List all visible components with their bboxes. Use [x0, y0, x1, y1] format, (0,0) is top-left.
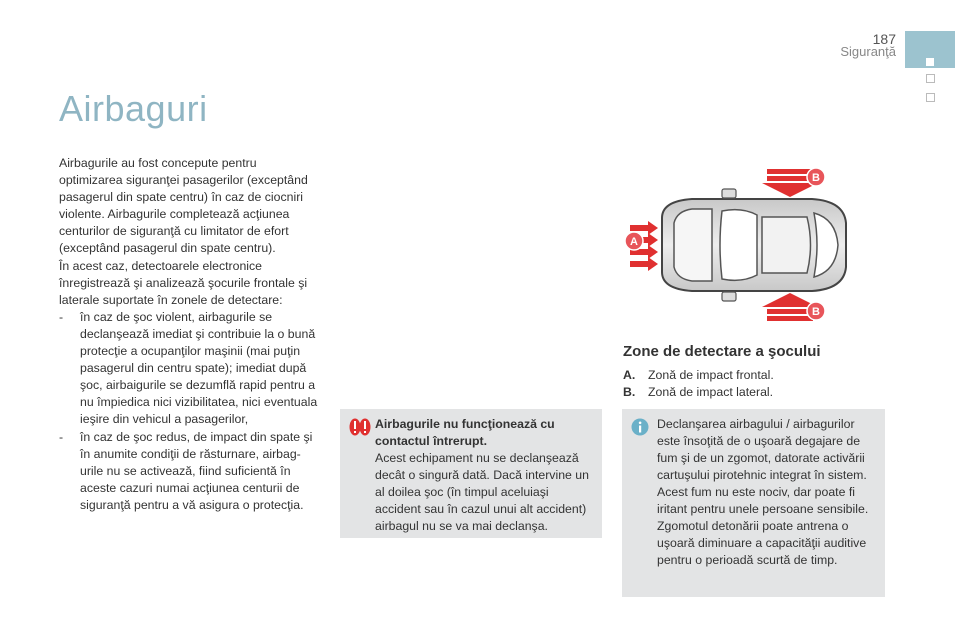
page-number: 187 — [872, 31, 896, 47]
svg-text:B: B — [812, 172, 820, 184]
list-item — [59, 309, 321, 429]
legend-item — [623, 384, 883, 401]
warning-body: Acest echipament nu se declanşează decât o singură dată. Dacă intervine un al doilea şoc (în timpul aceluiaşi accident sau în cazul unui alt accident) airbagul nu se va mai declanşa. — [375, 451, 589, 533]
legend-text: Zonă de impact lateral. — [648, 385, 774, 399]
list-item-text: în caz de şoc violent, airbagurile se declanşează imediat şi contribuie la o bună protecţie a ocupanţilor maşinii (mai puţin pasagerul din centru spate); imediat după şoc, airbaigurile se dezumflă rapid pentru a nu împiedica nici vizibilitatea, nici eventuala ieşire din vehicul a pasagerilor, — [80, 309, 318, 427]
zones-legend — [623, 367, 883, 401]
legend-item — [623, 367, 883, 384]
warning-title: Airbagurile nu funcţionează cu contactul întrerupt. — [375, 417, 555, 448]
warning-exclamation-icon — [349, 418, 371, 436]
list-item-text: în caz de şoc redus, de impact din spate şi în anumite condiţii de răsturnare, airbag-urile nu se activează, fiind suficientă în aceste cazuri numai acţiunea centurii de siguranţă pentru a vă asigura o protecţia. — [80, 429, 313, 512]
info-box — [622, 409, 885, 597]
page-title: Airbaguri — [59, 88, 208, 129]
chapter-tab-empty-2 — [926, 93, 935, 102]
svg-text:A: A — [630, 236, 638, 248]
zone-b-badge-bottom — [807, 302, 825, 320]
list-dash: - — [59, 429, 64, 444]
info-icon — [631, 418, 649, 436]
chapter-tab-empty-1 — [926, 74, 935, 83]
list-dash: - — [59, 309, 64, 324]
car-top-view — [662, 189, 846, 301]
svg-text:B: B — [812, 306, 820, 318]
legend-key: B. — [623, 385, 636, 399]
chapter-tab-marker — [926, 58, 934, 66]
section-name: Siguranţă — [840, 44, 896, 59]
intro-text — [59, 155, 321, 514]
list-item — [59, 429, 321, 514]
impact-zones-diagram — [622, 163, 867, 328]
zones-heading: Zone de detectare a şocului — [623, 343, 821, 360]
zone-a-badge — [625, 232, 643, 250]
zone-b-badge-top — [807, 168, 825, 186]
info-body: Declanşarea airbagului / airbagurilor este însoţită de o uşoară degajare de fum şi de un zgomot, datorate activării cartuşului pirotehnic integrat în sistem. Acest fum nu este nociv, dar poate fi iritant pentru unele persoane sensibile. Zgomotul detonării poate antrena o uşoară diminuare a capacităţii auditive pentru o perioadă scurtă de timp. — [657, 417, 869, 567]
warning-text — [375, 416, 595, 535]
intro-paragraph-2: În acest caz, detectoarele electronice înregistrează şi analizează şocurile frontale şi laterale suportate în zonele de detectare: — [59, 258, 308, 307]
info-text — [657, 416, 877, 569]
legend-key: A. — [623, 368, 636, 382]
legend-text: Zonă de impact frontal. — [648, 368, 774, 382]
warning-box — [340, 409, 602, 538]
intro-paragraph-1: Airbagurile au fost concepute pentru optimizarea siguranţei pasagerilor (exceptând pasagerul din spate centru) în caz de ciocniri violente. Airbagurile completează acţiunea centurilor de siguranţă cu limitator de efort (exceptând pasagerul din spate centru). — [59, 156, 308, 256]
